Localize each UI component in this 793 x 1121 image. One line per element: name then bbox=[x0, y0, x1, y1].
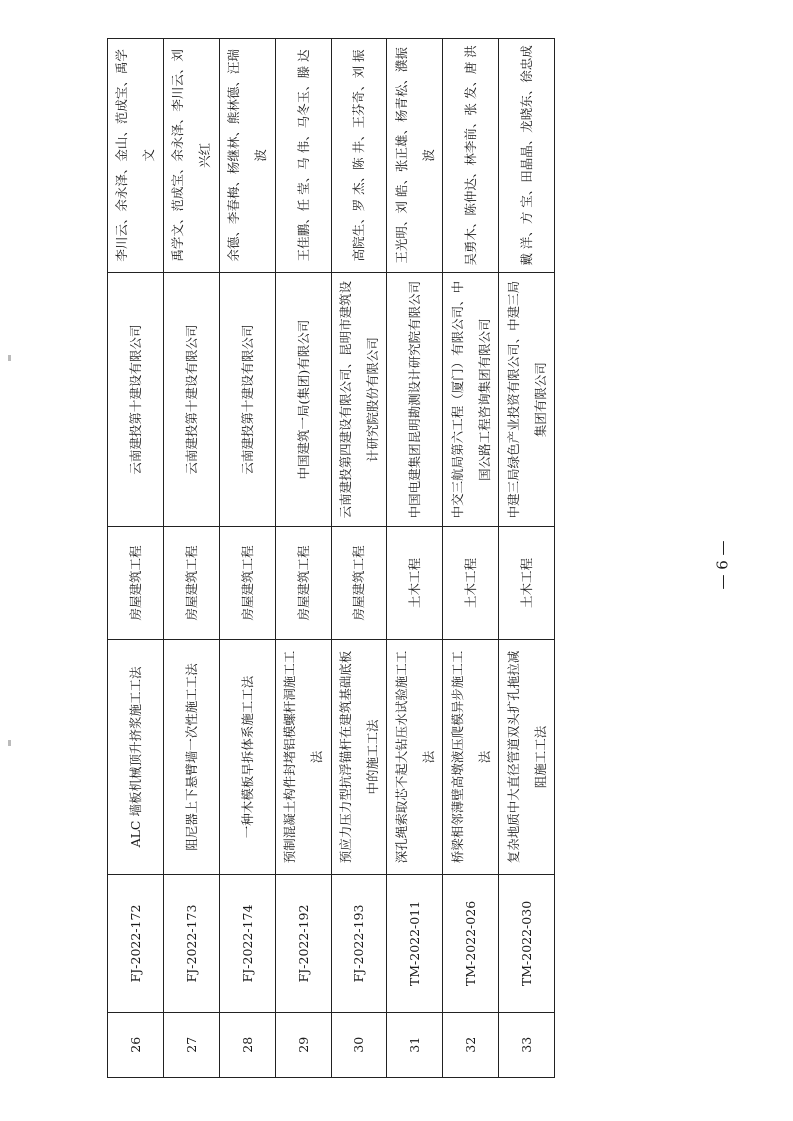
cell-people: 高院生、罗 杰、陈 井、王芬奇、刘 振 bbox=[331, 39, 387, 273]
cell-organization: 中国建筑一局(集团)有限公司 bbox=[275, 272, 331, 527]
cell-code: TM-2022-030 bbox=[499, 875, 555, 1012]
cell-method-name: ALC 墙板机械顶升挤浆施工工法 bbox=[108, 639, 164, 875]
cell-method-name: 复杂地质中大直径管道双头扩孔拖拉减阻施工工法 bbox=[499, 639, 555, 875]
cell-category: 土木工程 bbox=[499, 527, 555, 639]
table-row bbox=[275, 39, 331, 1078]
cell-category: 房屋建筑工程 bbox=[163, 527, 219, 639]
cell-organization: 云南建投第十建设有限公司 bbox=[163, 272, 219, 527]
cell-category: 土木工程 bbox=[443, 527, 499, 639]
cell-number: 26 bbox=[108, 1012, 164, 1077]
cell-category: 房屋建筑工程 bbox=[331, 527, 387, 639]
cell-people: 李川云、余永泽、金山、范成宝、禹学文 bbox=[108, 39, 164, 273]
cell-people: 吴勇木、陈仲达、林李前、张 发、唐 洪 bbox=[443, 39, 499, 273]
cell-people: 戴 洋、方 宝、田晶晶、龙晓东、徐忠成 bbox=[499, 39, 555, 273]
rotated-table-container bbox=[107, 38, 555, 1078]
cell-organization: 中国电建集团昆明勘测设计研究院有限公司 bbox=[387, 272, 443, 527]
cell-organization: 中交三航局第六工程（厦门）有限公司、中国公路工程咨询集团有限公司 bbox=[443, 272, 499, 527]
cell-method-name: 桥梁相邻薄壁高墩液压爬模异步施工工法 bbox=[443, 639, 499, 875]
cell-number: 33 bbox=[499, 1012, 555, 1077]
cell-category: 土木工程 bbox=[387, 527, 443, 639]
cell-number: 27 bbox=[163, 1012, 219, 1077]
page-number-text: — 6 — bbox=[714, 540, 732, 590]
scan-edge-mark bbox=[8, 740, 11, 746]
cell-code: FJ-2022-173 bbox=[163, 875, 219, 1012]
table-row bbox=[219, 39, 275, 1078]
cell-organization: 中建三局绿色产业投资有限公司、中建三局集团有限公司 bbox=[499, 272, 555, 527]
cell-number: 29 bbox=[275, 1012, 331, 1077]
cell-people: 王佳鹏、任 莹、马 伟、马冬玉、滕 达 bbox=[275, 39, 331, 273]
table-body bbox=[108, 39, 555, 1078]
table-row bbox=[163, 39, 219, 1078]
cell-organization: 云南建投第四建设有限公司、昆明市建筑设计研究院股份有限公司 bbox=[331, 272, 387, 527]
table-row bbox=[443, 39, 499, 1078]
cell-code: TM-2022-026 bbox=[443, 875, 499, 1012]
cell-number: 30 bbox=[331, 1012, 387, 1077]
cell-code: FJ-2022-192 bbox=[275, 875, 331, 1012]
table-row bbox=[499, 39, 555, 1078]
table-row bbox=[331, 39, 387, 1078]
table-row bbox=[387, 39, 443, 1078]
cell-organization: 云南建投第十建设有限公司 bbox=[108, 272, 164, 527]
cell-code: FJ-2022-193 bbox=[331, 875, 387, 1012]
cell-code: FJ-2022-172 bbox=[108, 875, 164, 1012]
cell-code: TM-2022-011 bbox=[387, 875, 443, 1012]
cell-method-name: 预制混凝土构件封堵铝模螺杆洞施工工法 bbox=[275, 639, 331, 875]
cell-people: 禹学文、范成宝、余永泽、李川云、刘兴红 bbox=[163, 39, 219, 273]
cell-category: 房屋建筑工程 bbox=[275, 527, 331, 639]
cell-organization: 云南建投第十建设有限公司 bbox=[219, 272, 275, 527]
cell-method-name: 预应力压力型抗浮锚杆在建筑基础底板中的施工工法 bbox=[331, 639, 387, 875]
cell-code: FJ-2022-174 bbox=[219, 875, 275, 1012]
page-number bbox=[716, 520, 730, 610]
cell-number: 32 bbox=[443, 1012, 499, 1077]
table-row bbox=[108, 39, 164, 1078]
cell-category: 房屋建筑工程 bbox=[108, 527, 164, 639]
cell-number: 31 bbox=[387, 1012, 443, 1077]
award-table bbox=[107, 38, 555, 1078]
cell-method-name: 一种木模板早拆体系施工工法 bbox=[219, 639, 275, 875]
cell-number: 28 bbox=[219, 1012, 275, 1077]
cell-people: 余德、李春梅、杨继林、熊林德、汪瑞波 bbox=[219, 39, 275, 273]
scan-edge-mark bbox=[8, 355, 11, 361]
cell-category: 房屋建筑工程 bbox=[219, 527, 275, 639]
cell-method-name: 阻尼器上下悬臂墙一次性施工工法 bbox=[163, 639, 219, 875]
cell-method-name: 深孔绳索取芯不起大钻压水试验施工工法 bbox=[387, 639, 443, 875]
cell-people: 王光明、刘 皓、张正雄、杨青松、濮振波 bbox=[387, 39, 443, 273]
